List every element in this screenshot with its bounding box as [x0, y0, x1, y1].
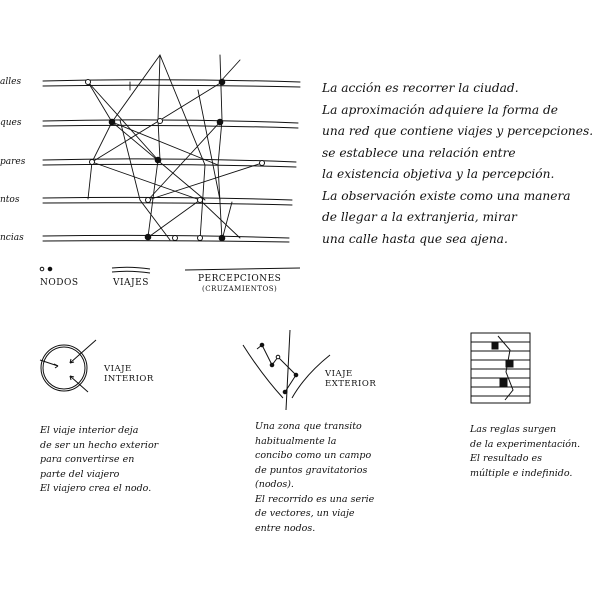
viaje-interior-sketch [40, 340, 96, 392]
caption-line: El resultado es [470, 453, 542, 464]
legend-symbols [40, 267, 300, 273]
caption-line: de puntos gravitatorios [255, 464, 368, 476]
legend-percepciones-sub: (CRUZAMIENTOS) [202, 285, 278, 293]
caption-line: de vectores, un viaje [255, 508, 355, 519]
network-diagram [43, 55, 300, 242]
caption-line: de ser un hecho exterior [40, 439, 159, 451]
main-paragraph [322, 78, 594, 250]
legend-percepciones: PERCEPCIONES [198, 274, 282, 284]
caption-line: entre nodos. [255, 522, 316, 534]
viaje-interior-caption [40, 424, 158, 497]
main-text-line: se establece una relación entre [322, 145, 516, 160]
caption-line: parte del viajero [40, 468, 120, 480]
caption-line: El viaje interior deja [40, 425, 139, 436]
viaje-interior-label-line: VIAJE [104, 364, 132, 374]
street-label: ques [0, 118, 22, 128]
street-label: ncias [0, 233, 24, 243]
legend-nodos: NODOS [40, 278, 79, 288]
trip-lines [88, 55, 262, 240]
caption-line: habitualmente la [255, 435, 337, 447]
street-label: ntos [0, 195, 20, 205]
main-text-line: La aproximación adquiere la forma de [322, 102, 559, 117]
caption-line: múltiple e indefinido. [470, 467, 573, 479]
caption-line: El recorrido es una serie [255, 493, 375, 505]
main-text-line: La acción es recorrer la ciudad. [322, 81, 519, 95]
viaje-exterior-label-line: EXTERIOR [325, 379, 377, 389]
caption-line: de la experimentación. [470, 438, 581, 450]
main-text-line: La observación existe como una manera [322, 188, 571, 203]
main-text-line: una calle hasta que sea ajena. [322, 231, 508, 246]
main-text-line: la existencia objetiva y la percepción. [322, 167, 555, 181]
reglas-sketch [471, 333, 530, 403]
caption-line: (nodos). [255, 479, 294, 490]
reglas-caption [470, 423, 580, 481]
viaje-interior-label-line: INTERIOR [104, 374, 154, 384]
street-label: alles [0, 77, 22, 87]
main-text-line: una red que contiene viajes y percepciones. [322, 124, 594, 138]
main-text-line: de llegar a la extranjeria, mirar [322, 210, 517, 224]
viaje-exterior-sketch [243, 330, 330, 410]
caption-line: para convertirse en [40, 454, 135, 465]
street-label: pares [0, 157, 26, 167]
viaje-exterior-caption [255, 420, 374, 536]
caption-line: Las reglas surgen [470, 424, 557, 435]
caption-line: Una zona que transito [255, 421, 362, 432]
viaje-exterior-label [325, 369, 376, 389]
caption-line: concibo como un campo [255, 450, 372, 461]
legend-viajes: VIAJES [113, 278, 149, 288]
viaje-exterior-label-line: VIAJE [325, 369, 353, 379]
caption-line: El viajero crea el nodo. [40, 483, 152, 494]
viaje-interior-label [104, 364, 154, 384]
